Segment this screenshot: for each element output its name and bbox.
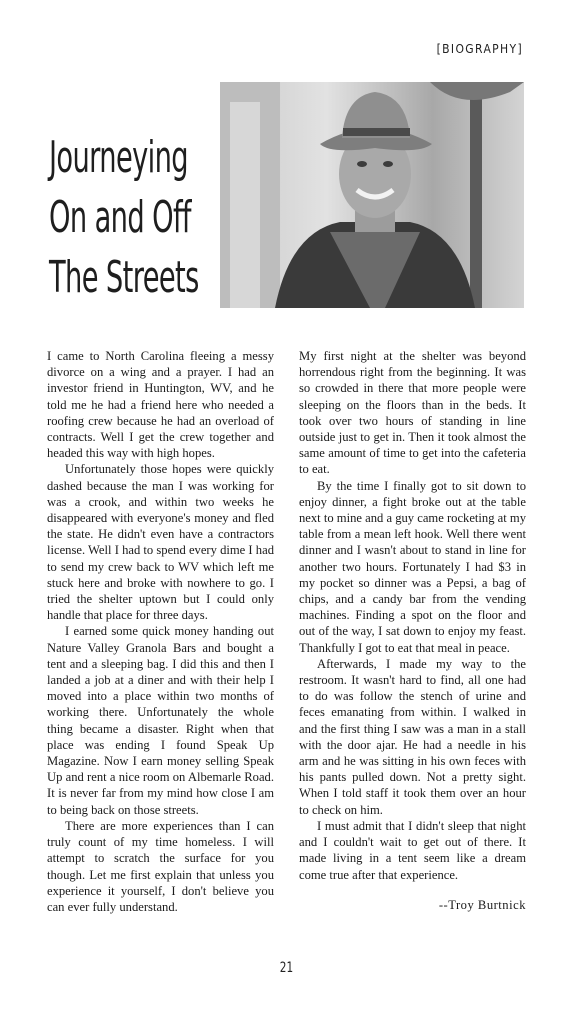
- paragraph: I must admit that I didn't sleep that night and I couldn't wait to get out of there. It made living in a tent seem like a dream come true after that experience.: [299, 818, 526, 882]
- paragraph: Afterwards, I made my way to the restroom. It wasn't hard to find, all one had to do was follow the stench of urine and feces emanating from within. I walked in and the first thing I saw was a man in a stall with the door ajar. He had a needle in his arm and he was sitting in his own feces with his pants pulled down. Not a pretty sight. When I told staff it took them over an hour to check on him.: [299, 656, 526, 817]
- paragraph: There are more experiences than I can truly count of my time homeless. I will attempt to scratch the surface for you though. Let me first explain that unless you experience it yourself, I don't believe you can ever fully understand.: [47, 818, 274, 914]
- paragraph: I earned some quick money handing out Nature Valley Granola Bars and bought a tent and a sleeping bag. I did this and then I landed a job at a diner and with their help I moved into a place within two months of working there. Unfortunately the whole thing became a disaster. Right when that place was ending I found Speak Up Magazine. Now I earn money selling Speak Up and rent a nice room on Albemarle Road. It is never far from my mind how close I am to being back on those streets.: [47, 624, 274, 817]
- paragraph: By the time I finally got to sit down to enjoy dinner, a fight broke out at the table next to mine and a guy came rocketing at my table from a mean left hook. Well there went dinner and I wasn't about to stand in line for another two hours. Fortunately I had $3 in my pocket so dinner was a Pepsi, a bag of chips, and a candy bar from the vending machines. Finding a spot on the floor and out of the way, I sat down to enjoy my feast. Thankfully I got to eat that meal in peace.: [299, 478, 526, 655]
- paragraph: My first night at the shelter was beyond horrendous right from the beginning. It was so crowded in there that more people were sleeping on the floors than in the beds. It took over two hours of standing in line outside just to get in. Then it took almost the same amount of time to get into the cafeteria to eat.: [299, 349, 526, 477]
- title-line: The Streets: [49, 252, 199, 303]
- article-column-right: [299, 348, 526, 913]
- article-title: [49, 128, 199, 308]
- title-line: On and Off: [49, 192, 191, 243]
- paragraph: Unfortunately those hopes were quickly dashed because the man I was working for was a crook, and within two weeks he disappeared with everyone's money and fled the state. He didn't even have a contractors license. Well I had to spend every dime I had to send my crew back to WV which left me stuck here and broke with nowhere to go. I tried the shelter uptown but I could only handle that place for three days.: [47, 462, 274, 623]
- section-tag: [BIOGRAPHY]: [436, 42, 523, 56]
- author-photo: [220, 82, 524, 308]
- title-line: Journeying: [49, 132, 188, 183]
- article-column-left: [47, 348, 274, 915]
- paragraph: I came to North Carolina fleeing a messy divorce on a wing and a prayer. I had an investor friend in Huntington, WV, and he told me he had a friend here who needed a roofing crew because he had an overload of contracts. Well I get the crew together and headed this way with high hopes.: [47, 349, 274, 461]
- page-number: 21: [279, 960, 294, 976]
- author-signature: --Troy Burtnick: [438, 897, 526, 912]
